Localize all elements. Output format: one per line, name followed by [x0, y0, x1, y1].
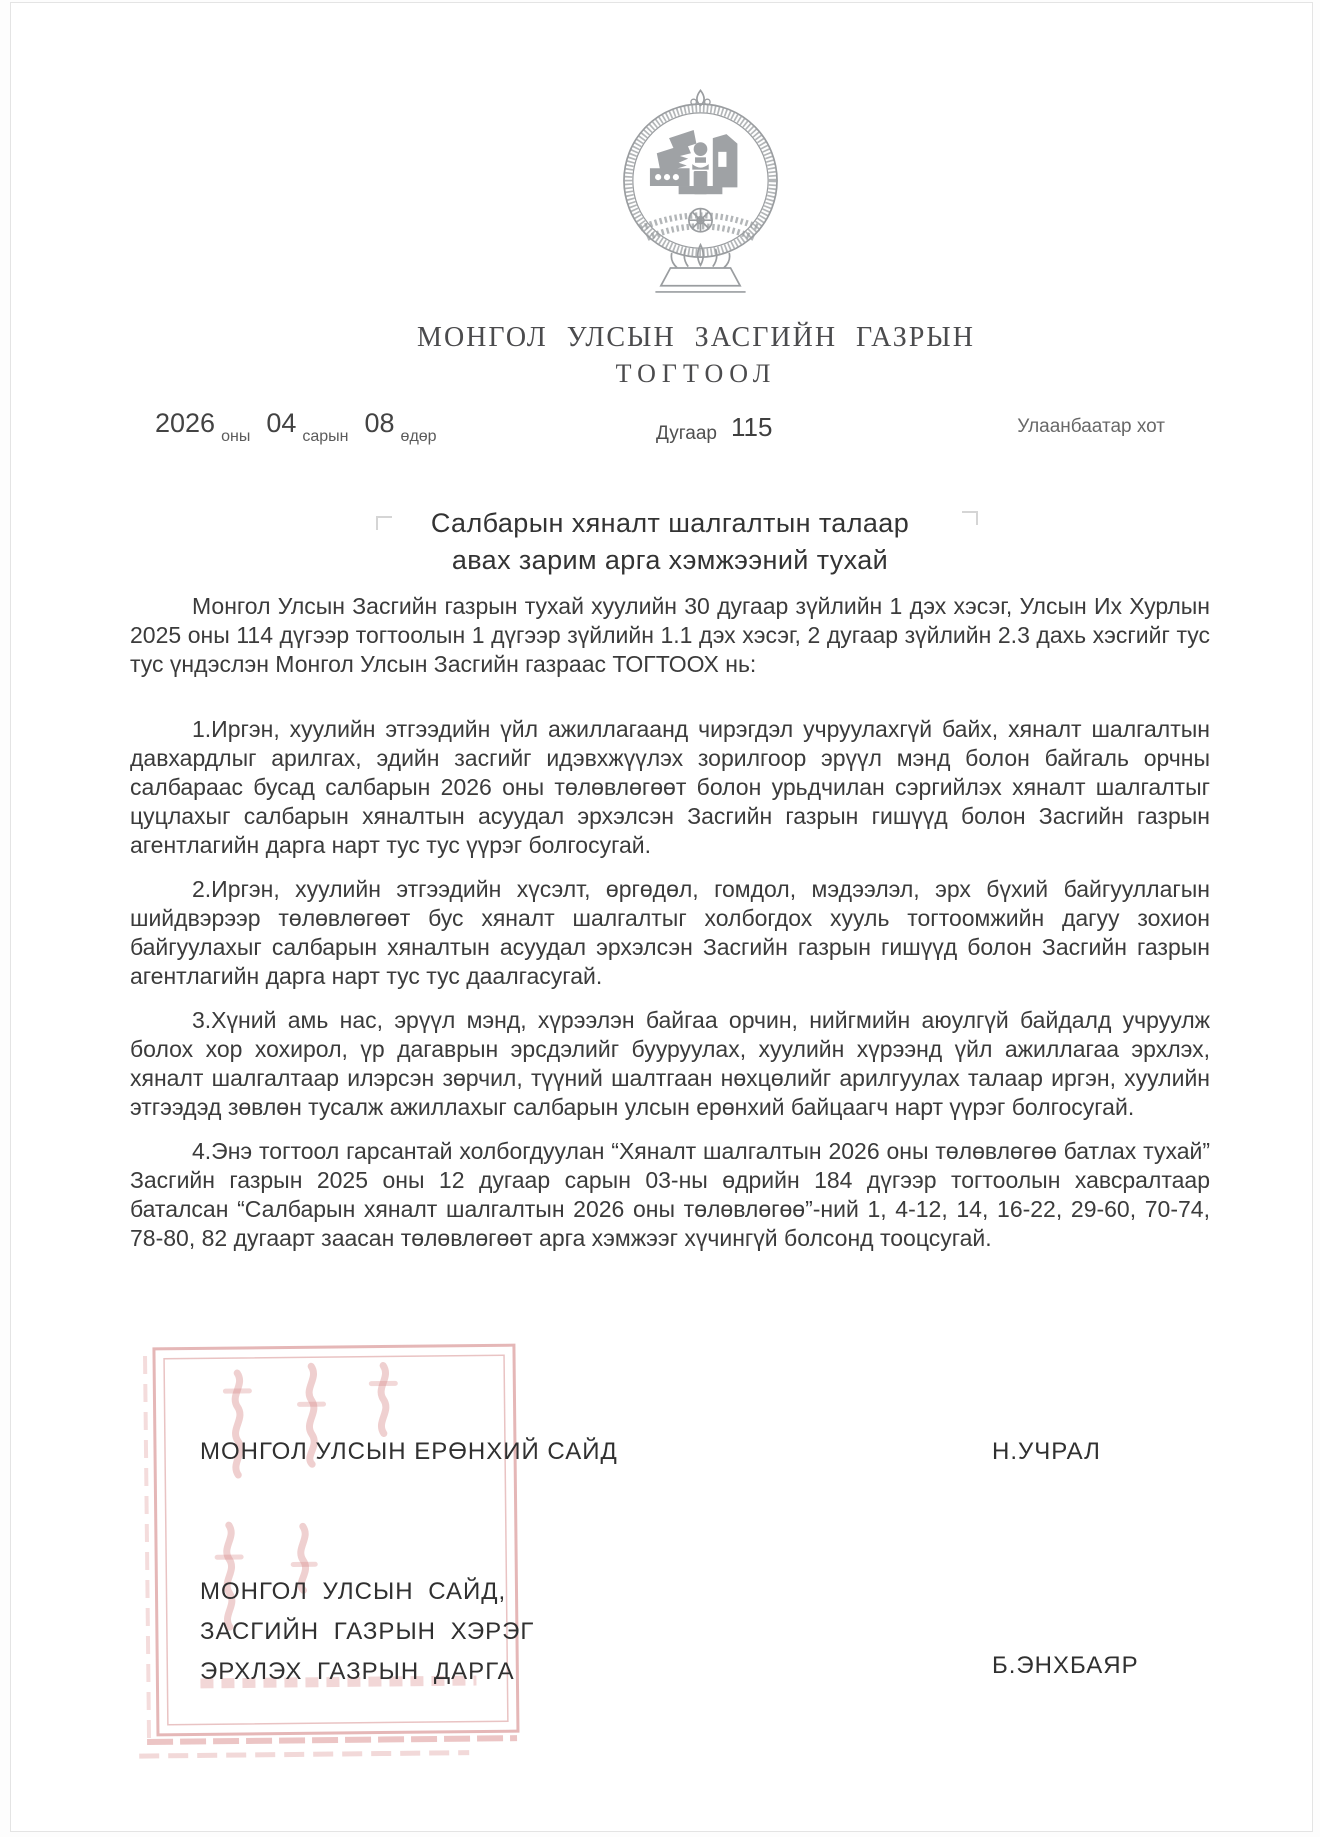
signature-2-title-line2: ЗАСГИЙН ГАЗРЫН ХЭРЭГ — [200, 1618, 535, 1645]
signature-1-name: Н.УЧРАЛ — [992, 1438, 1101, 1465]
date-year-label: оны — [221, 428, 251, 445]
clause-4: 4.Энэ тогтоол гарсантай холбогдуулан “Хяналт шалгалтын 2026 оны төлөвлөгөө батлах тухай” Засгийн газрын 2025 оны 12 дугаар сарын 03-ны өдрийн 184 дүгээр тогтоолын хавсралтаар баталсан “Салбарын хяналт шалгалтын 2026 оны төлөвлөгөө”-ний 1, 4-12, 14, 16-22, 29-60, 70-74, 78-80, 82 дугаарт заасан төлөвлөгөөт арга хэмжээг хүчингүй болсонд тооцсугай. — [130, 1138, 1210, 1251]
clause-1: 1.Иргэн, хуулийн этгээдийн үйл ажиллагаанд чирэгдэл учруулахгүй байх, хяналт шалгалтын давхардлыг арилгах, эдийн засгийг идэвхжүүлэх зорилгоор эрүүл мэнд болон байгаль орчны салбараас бусад салбарын 2026 оны төлөвлөгөөт болон урьдчилан сэргийлэх хяналт шалгалтыг цуцлахыг салбарын хяналтын асуудал эрхэлсэн Засгийн газрын гишүүд болон Засгийн газрын агентлагийн дарга нарт тус тус үүрэг болгосугай. — [130, 716, 1210, 858]
preamble-paragraph: Монгол Улсын Засгийн газрын тухай хуулийн 30 дугаар зүйлийн 1 дэх хэсэг, Улсын Их Хурлын 2025 оны 114 дүгээр тогтоолын 1 дүгээр зүйлийн 1.1 дэх хэсэг, 2 дугаар зүйлийн 2.3 дахь хэсгийг тус тус үндэслэн Монгол Улсын Засгийн газраас ТОГТООХ нь: — [130, 593, 1210, 677]
signature-2-title-line1: МОНГОЛ УЛСЫН САЙД, — [200, 1578, 507, 1605]
date-month: 04 — [266, 408, 297, 438]
signature-1-title: МОНГОЛ УЛСЫН ЕРӨНХИЙ САЙД — [200, 1438, 618, 1465]
document-title — [130, 505, 1210, 579]
decree-number: 115 — [731, 412, 773, 442]
mongolia-state-emblem-icon — [598, 86, 803, 312]
signature-2-title-line3: ЭРХЛЭХ ГАЗРЫН ДАРГА — [200, 1658, 515, 1685]
document-title-line1: Салбарын хяналт шалгалтын талаар — [430, 508, 910, 538]
doc-type: ТОГТООЛ — [615, 359, 777, 388]
document-title-line2: авах зарим арга хэмжээний тухай — [451, 545, 889, 575]
date-group — [155, 408, 453, 445]
signature-2-name: Б.ЭНХБАЯР — [992, 1652, 1139, 1679]
decree-number-label: Дугаар — [656, 423, 717, 444]
date-day: 08 — [364, 408, 395, 438]
org-name: МОНГОЛ УЛСЫН ЗАСГИЙН ГАЗРЫН — [417, 322, 975, 353]
clause-2: 2.Иргэн, хуулийн этгээдийн хүсэлт, өргөдөл, гомдол, мэдээлэл, эрх бүхий байгууллагын шийдвэрээр төлөвлөгөөт бус хяналт шалгалтыг холбогдох хууль тогтоомжийн дагуу зохион байгуулахыг салбарын хяналтын асуудал эрхэлсэн Засгийн газрын гишүүд болон Засгийн газрын агентлагийн дарга нарт тус тус даалгасугай. — [130, 876, 1210, 989]
decree-number-group — [656, 412, 772, 443]
date-month-label: сарын — [302, 428, 349, 445]
city-label: Улаанбаатар хот — [1017, 416, 1165, 437]
date-year: 2026 — [155, 408, 216, 438]
date-day-label: өдөр — [400, 428, 437, 445]
signature-2-title — [200, 1572, 534, 1692]
clause-3: 3.Хүний амь нас, эрүүл мэнд, хүрээлэн байгаа орчин, нийгмийн аюулгүй байдалд учруулж болох хор хохирол, үр дагаврын эрсдэлийг бууруулах, хуулийн хүрээнд үйл ажиллагаа эрхлэх, хяналт шалгалтаар илэрсэн зөрчил, түүний шалтгаан нөхцөлийг арилгуулах талаар иргэн, хуулийн этгээдэд зөвлөн тусалж ажиллахыг салбарын улсын ерөнхий байцаагч нарт үүрэг болгосугай. — [130, 1007, 1210, 1120]
letterhead — [76, 322, 1316, 389]
document-body — [130, 592, 1210, 1268]
date-row — [0, 408, 1320, 458]
